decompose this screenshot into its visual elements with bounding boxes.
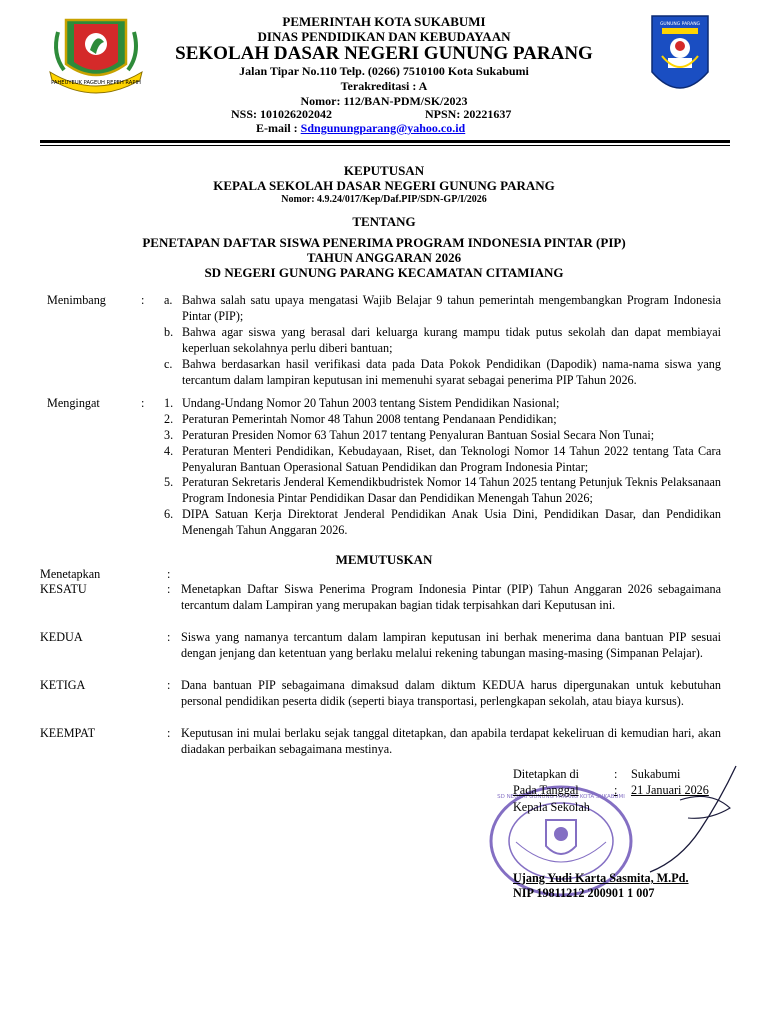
- tanggal-label: Pada Tanggal: [513, 783, 579, 797]
- mengingat-marker-4: 4.: [164, 444, 174, 458]
- tentang-heading: TENTANG: [352, 214, 416, 229]
- email-label: E-mail :: [256, 121, 301, 135]
- header-divider-thick: [40, 140, 730, 143]
- kesatu-colon: :: [167, 582, 171, 596]
- menimbang-item-a: Bahwa salah satu upaya mengatasi Wajib Belajar 9 tahun pemerintah mengembangkan Program Indonesia Pintar (PIP);: [182, 293, 721, 323]
- mengingat-item-5: Peraturan Sekretaris Jenderal Kemendikbudristek Nomor 14 Tahun 2025 tentang Petunjuk Teknis Pelaksanaan Program Indonesia Pintar Pendidikan Dasar dan Pendidikan Menengah Tahun 2026;: [182, 475, 721, 505]
- doc-type: KEPUTUSAN: [343, 163, 425, 178]
- kesatu-text: Menetapkan Daftar Siswa Penerima Program Indonesia Pintar (PIP) Tahun Anggaran 2026 sebagaimana tercantum dalam Lampiran yang merupakan bagian tidak terpisahkan dari Keputusan ini.: [181, 582, 721, 612]
- subject-line-2: TAHUN ANGGARAN 2026: [306, 250, 462, 265]
- mengingat-item-4: Peraturan Menteri Pendidikan, Kebudayaan, Riset, dan Teknologi Nomor 14 Tahun 2022 tentang Tata Cara Penyaluran Bantuan Operasional Satuan Pendidikan dan Program Indonesia Pintar;: [182, 444, 721, 474]
- mengingat-marker-6: 6.: [164, 507, 174, 521]
- header-divider-thin: [40, 145, 730, 146]
- signer-position: Kepala Sekolah: [513, 800, 590, 814]
- ditetapkan-value: Sukabumi: [631, 767, 681, 781]
- mengingat-marker-1: 1.: [164, 396, 174, 410]
- accreditation: Terakreditasi : A: [340, 79, 428, 93]
- menimbang-item-b: Bahwa agar siswa yang berasal dari keluarga kurang mampu tidak putus sekolah dan dapat membiayai keperluan sekolahnya perlu diberi bantuan;: [182, 325, 721, 355]
- tanggal-colon: :: [614, 783, 618, 797]
- handwritten-signature: [560, 760, 750, 880]
- mengingat-item-1: Undang-Undang Nomor 20 Tahun 2003 tentang Sistem Pendidikan Nasional;: [182, 396, 560, 410]
- subject-line-1: PENETAPAN DAFTAR SISWA PENERIMA PROGRAM INDONESIA PINTAR (PIP): [142, 235, 626, 250]
- memutuskan-heading: MEMUTUSKAN: [335, 552, 433, 567]
- doc-number: Nomor: 4.9.24/017/Kep/Daf.PIP/SDN-GP/I/2026: [281, 194, 487, 205]
- kedua-label: KEDUA: [40, 630, 83, 644]
- subject-line-3: SD NEGERI GUNUNG PARANG KECAMATAN CITAMIANG: [204, 265, 564, 280]
- menimbang-marker-b: b.: [164, 325, 174, 339]
- ditetapkan-colon: :: [614, 767, 618, 781]
- kedua-colon: :: [167, 630, 171, 644]
- ketiga-text: Dana bantuan PIP sebagaimana dimaksud dalam diktum KEDUA harus dipergunakan untuk kebutuhan personal pendidikan peserta didik (seperti biaya transportasi, perlengkapan sekolah, atau biaya kursus).: [181, 678, 721, 708]
- keempat-label: KEEMPAT: [40, 726, 96, 740]
- mengingat-marker-3: 3.: [164, 428, 174, 442]
- email-line: [256, 121, 465, 136]
- mengingat-item-2: Peraturan Pemerintah Nomor 48 Tahun 2008 tentang Pendanaan Pendidikan;: [182, 412, 557, 426]
- mengingat-colon: :: [141, 396, 145, 410]
- menimbang-marker-c: c.: [164, 357, 173, 371]
- mengingat-item-6: DIPA Satuan Kerja Direktorat Jenderal Pendidikan Anak Usia Dini, Pendidikan Dasar, dan Pendidikan Menengah Tahun Anggaran 2026.: [182, 507, 721, 537]
- menetapkan-colon: :: [167, 567, 171, 581]
- menimbang-colon: :: [141, 293, 145, 307]
- keempat-text: Keputusan ini mulai berlaku sejak tanggal ditetapkan, dan apabila terdapat kekeliruan di kemudian hari, akan diadakan perbaikan sebagaimana mestinya.: [181, 726, 721, 756]
- logo-motto: PAHEUYEUK PAGEUH REPEH RAPIH: [51, 80, 141, 86]
- kedua-text: Siswa yang namanya tercantum dalam lampiran keputusan ini berhak menerima dana bantuan PIP sesuai dengan jenjang dan ketentuan yang berlaku melalui rekening tabungan masing-masing (Simpanan Pelajar).: [181, 630, 721, 660]
- menimbang-item-c: Bahwa berdasarkan hasil verifikasi data pada Data Pokok Pendidikan (Dapodik) nama-nama siswa yang tercantum dalam lampiran keputusan ini memenuhi syarat sebagai penerima PIP Tahun 2026.: [182, 357, 721, 387]
- tanggal-value: 21 Januari 2026: [631, 783, 709, 797]
- keempat-colon: :: [167, 726, 171, 740]
- school-name: SEKOLAH DASAR NEGERI GUNUNG PARANG: [175, 43, 593, 64]
- menimbang-marker-a: a.: [164, 293, 173, 307]
- ketiga-colon: :: [167, 678, 171, 692]
- email-link[interactable]: Sdngunungparang@yahoo.co.id: [300, 121, 466, 135]
- menetapkan-label: Menetapkan: [40, 567, 101, 581]
- gov-line: PEMERINTAH KOTA SUKABUMI: [282, 14, 486, 29]
- signer-name: Ujang Yudi Karta Sasmita, M.Pd.: [513, 871, 689, 885]
- dept-line: DINAS PENDIDIKAN DAN KEBUDAYAAN: [257, 29, 511, 44]
- doc-issuer: KEPALA SEKOLAH DASAR NEGERI GUNUNG PARANG: [213, 178, 555, 193]
- nss: NSS: 101026202042: [231, 107, 333, 121]
- accreditation-number: Nomor: 112/BAN-PDM/SK/2023: [300, 94, 468, 108]
- menimbang-label: Menimbang: [47, 293, 106, 307]
- ketiga-label: KETIGA: [40, 678, 86, 692]
- mengingat-item-3: Peraturan Presiden Nomor 63 Tahun 2017 tentang Penyaluran Bantuan Sosial Secara Non Tunai;: [182, 428, 655, 442]
- school-address: Jalan Tipar No.110 Telp. (0266) 7510100 Kota Sukabumi: [239, 64, 529, 78]
- stamp-text: SD NEGERI GUNUNG PARANG KOTA SUKABUMI: [497, 794, 625, 800]
- right-logo-text: GUNUNG PARANG: [659, 22, 701, 27]
- mengingat-marker-2: 2.: [164, 412, 174, 426]
- ditetapkan-label: Ditetapkan di: [513, 767, 579, 781]
- mengingat-label: Mengingat: [47, 396, 100, 410]
- signer-nip: NIP 19811212 200901 1 007: [513, 886, 655, 900]
- mengingat-marker-5: 5.: [164, 475, 174, 489]
- kesatu-label: KESATU: [40, 582, 87, 596]
- npsn: NPSN: 20221637: [425, 107, 512, 121]
